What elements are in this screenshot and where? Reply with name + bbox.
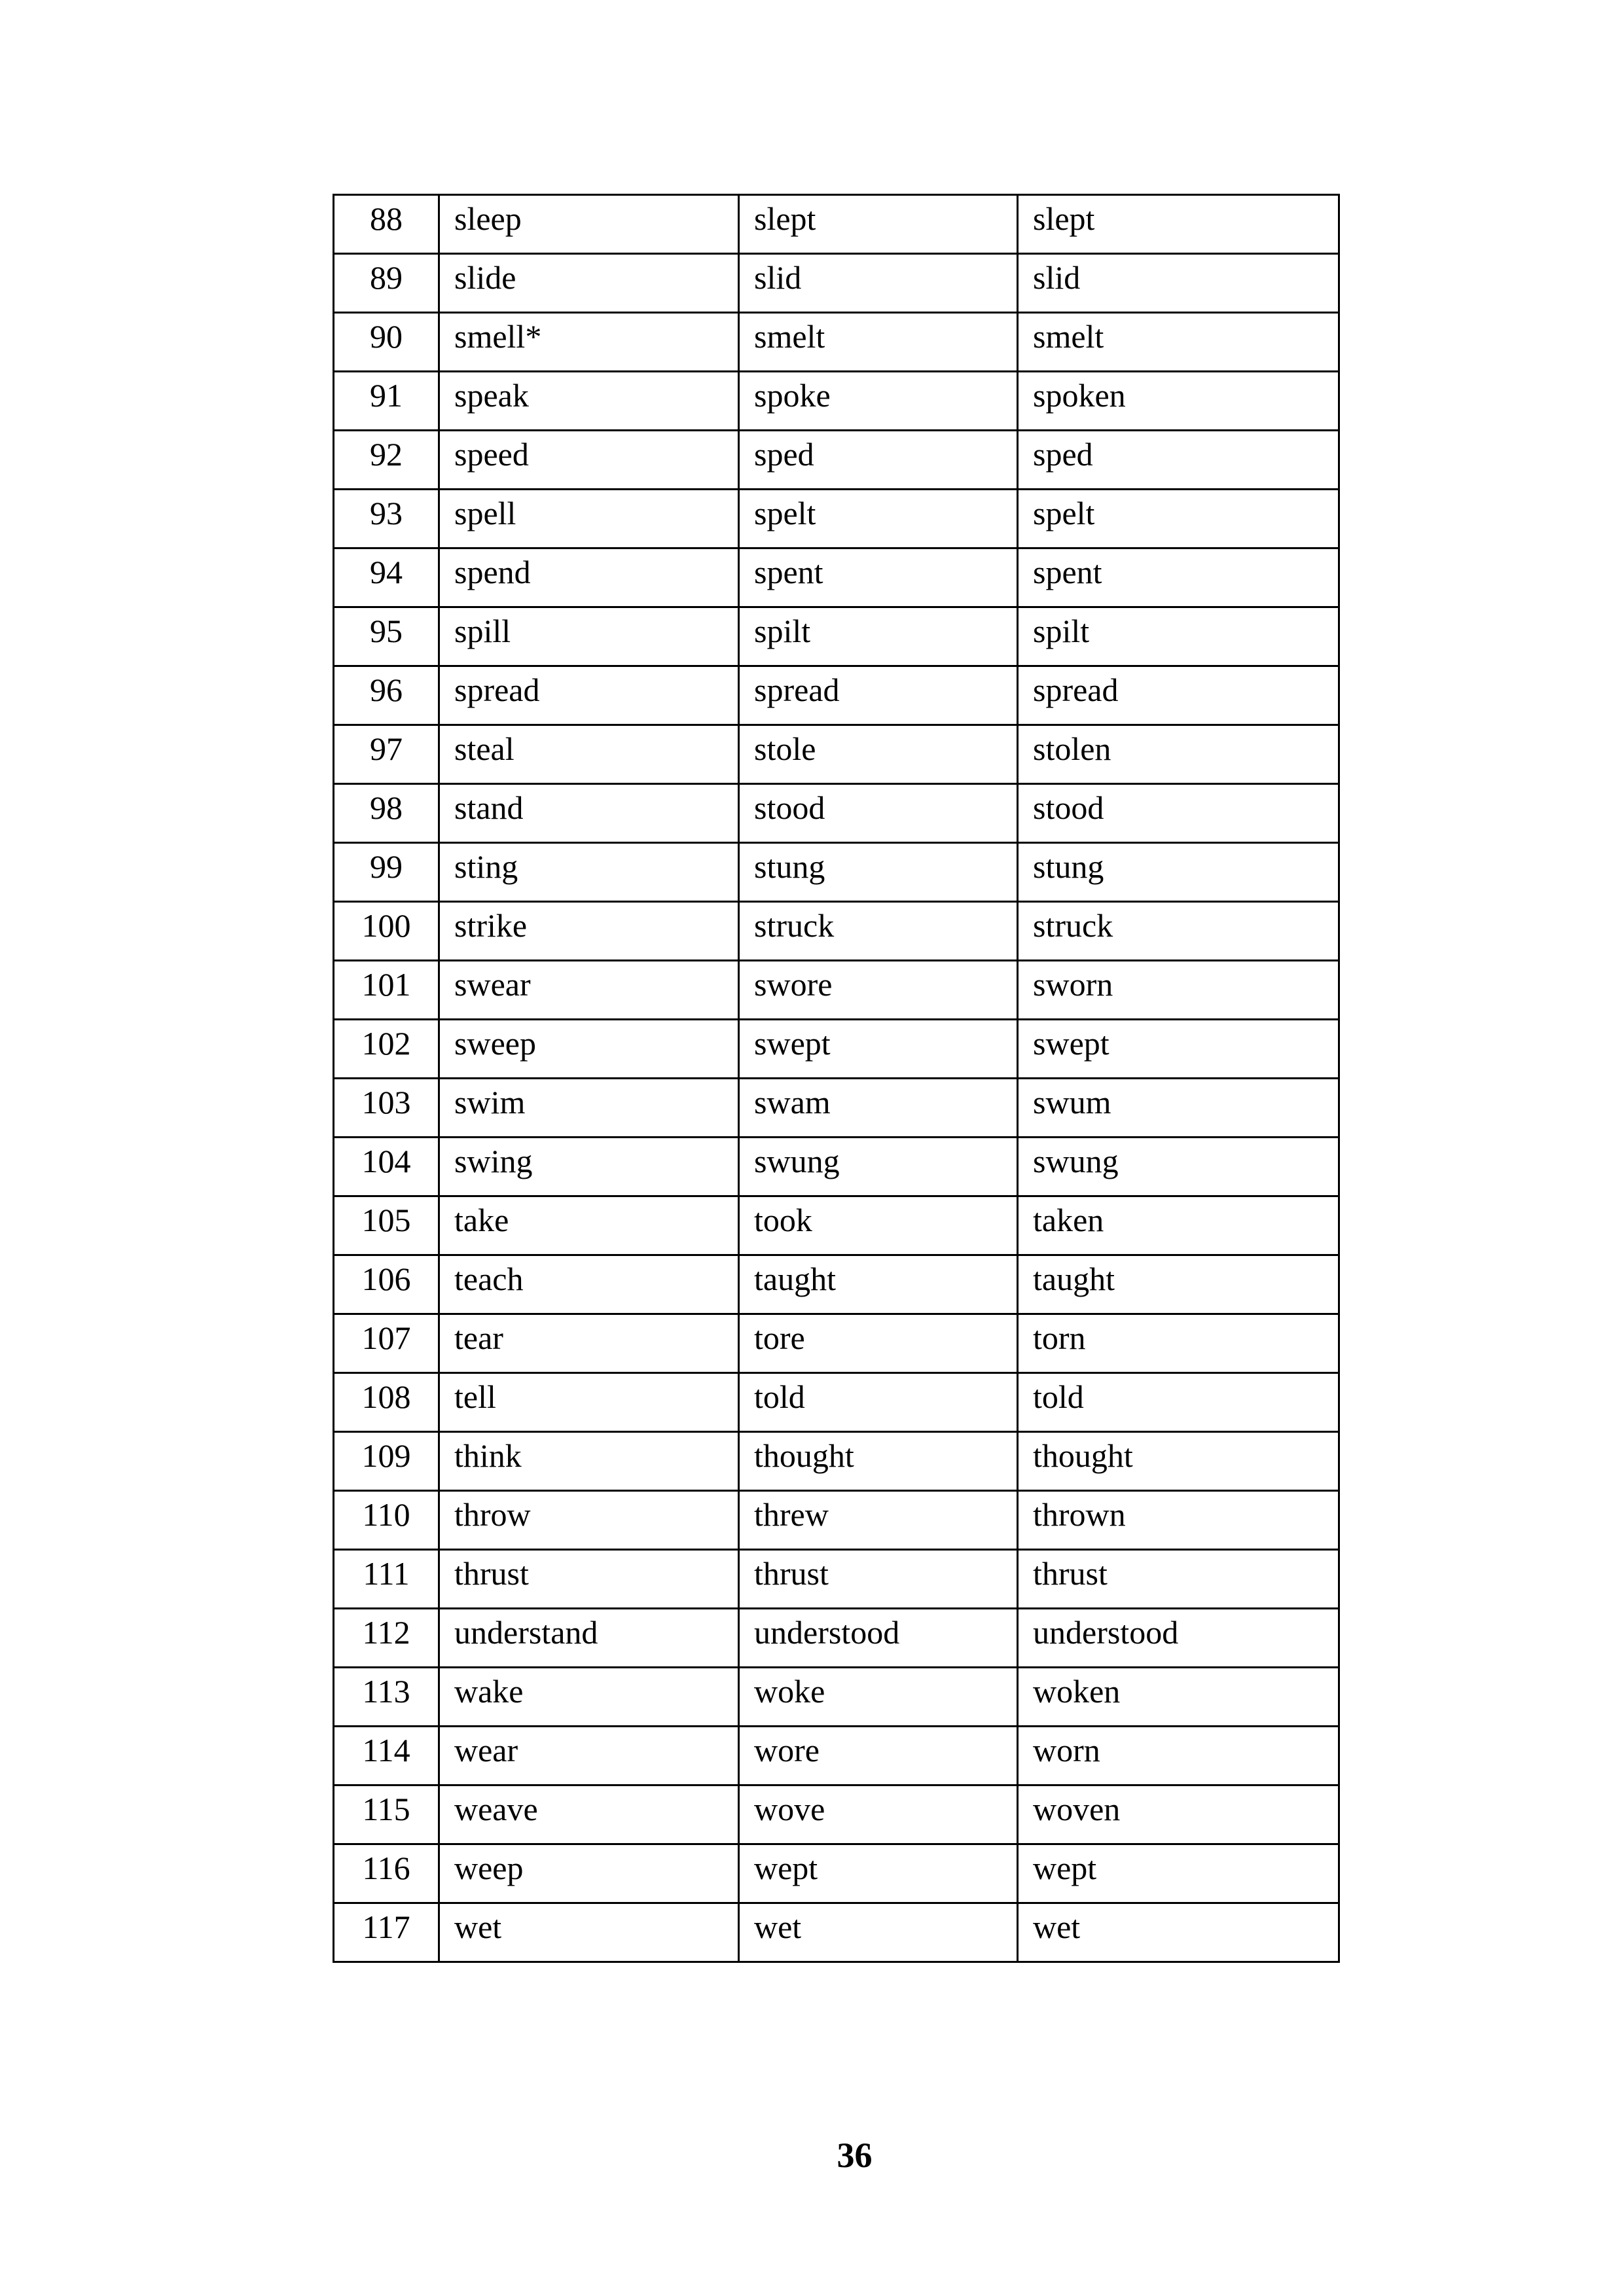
table-row	[334, 1196, 1339, 1255]
base-form-cell: tell	[439, 1373, 739, 1432]
past-simple-cell: swam	[739, 1079, 1018, 1138]
base-form-cell: take	[439, 1196, 739, 1255]
past-simple-cell: stole	[739, 725, 1018, 784]
past-participle-cell: woven	[1018, 1785, 1339, 1844]
past-participle-cell: slept	[1018, 195, 1339, 254]
past-simple-cell: thought	[739, 1432, 1018, 1491]
table-row	[334, 1609, 1339, 1668]
row-number-cell: 106	[334, 1255, 439, 1314]
base-form-cell: swing	[439, 1138, 739, 1196]
past-participle-cell: spread	[1018, 666, 1339, 725]
table-row	[334, 1668, 1339, 1727]
irregular-verbs-table	[333, 194, 1340, 1963]
past-simple-cell: taught	[739, 1255, 1018, 1314]
row-number-cell: 91	[334, 372, 439, 431]
base-form-cell: strike	[439, 902, 739, 961]
past-simple-cell: swept	[739, 1020, 1018, 1079]
table-row	[334, 1314, 1339, 1373]
table-row	[334, 1255, 1339, 1314]
verb-table-body	[334, 195, 1339, 1962]
past-simple-cell: smelt	[739, 313, 1018, 372]
past-simple-cell: stood	[739, 784, 1018, 843]
past-participle-cell: stood	[1018, 784, 1339, 843]
base-form-cell: stand	[439, 784, 739, 843]
table-row	[334, 1727, 1339, 1785]
past-simple-cell: swung	[739, 1138, 1018, 1196]
past-participle-cell: spilt	[1018, 607, 1339, 666]
table-row	[334, 1491, 1339, 1550]
table-row	[334, 961, 1339, 1020]
row-number-cell: 107	[334, 1314, 439, 1373]
base-form-cell: tear	[439, 1314, 739, 1373]
table-row	[334, 254, 1339, 313]
row-number-cell: 95	[334, 607, 439, 666]
table-row	[334, 1020, 1339, 1079]
row-number-cell: 96	[334, 666, 439, 725]
row-number-cell: 100	[334, 902, 439, 961]
past-simple-cell: thrust	[739, 1550, 1018, 1609]
base-form-cell: wear	[439, 1727, 739, 1785]
table-row	[334, 1138, 1339, 1196]
past-participle-cell: struck	[1018, 902, 1339, 961]
past-simple-cell: wove	[739, 1785, 1018, 1844]
table-row	[334, 1550, 1339, 1609]
row-number-cell: 94	[334, 548, 439, 607]
row-number-cell: 98	[334, 784, 439, 843]
base-form-cell: speed	[439, 431, 739, 490]
row-number-cell: 109	[334, 1432, 439, 1491]
past-participle-cell: wet	[1018, 1903, 1339, 1962]
past-participle-cell: stung	[1018, 843, 1339, 902]
row-number-cell: 113	[334, 1668, 439, 1727]
row-number-cell: 115	[334, 1785, 439, 1844]
past-participle-cell: taken	[1018, 1196, 1339, 1255]
past-simple-cell: wept	[739, 1844, 1018, 1903]
past-participle-cell: swum	[1018, 1079, 1339, 1138]
base-form-cell: speak	[439, 372, 739, 431]
row-number-cell: 90	[334, 313, 439, 372]
row-number-cell: 116	[334, 1844, 439, 1903]
past-simple-cell: wore	[739, 1727, 1018, 1785]
past-participle-cell: worn	[1018, 1727, 1339, 1785]
past-simple-cell: understood	[739, 1609, 1018, 1668]
past-simple-cell: woke	[739, 1668, 1018, 1727]
table-row	[334, 195, 1339, 254]
past-participle-cell: thrown	[1018, 1491, 1339, 1550]
row-number-cell: 88	[334, 195, 439, 254]
past-participle-cell: sped	[1018, 431, 1339, 490]
past-simple-cell: took	[739, 1196, 1018, 1255]
table-row	[334, 1079, 1339, 1138]
past-simple-cell: tore	[739, 1314, 1018, 1373]
base-form-cell: understand	[439, 1609, 739, 1668]
base-form-cell: sweep	[439, 1020, 739, 1079]
row-number-cell: 114	[334, 1727, 439, 1785]
base-form-cell: swear	[439, 961, 739, 1020]
base-form-cell: weep	[439, 1844, 739, 1903]
row-number-cell: 89	[334, 254, 439, 313]
table-row	[334, 431, 1339, 490]
table-row	[334, 784, 1339, 843]
base-form-cell: spill	[439, 607, 739, 666]
table-row	[334, 725, 1339, 784]
table-row	[334, 490, 1339, 548]
row-number-cell: 102	[334, 1020, 439, 1079]
table-row	[334, 313, 1339, 372]
row-number-cell: 101	[334, 961, 439, 1020]
past-participle-cell: woken	[1018, 1668, 1339, 1727]
past-simple-cell: told	[739, 1373, 1018, 1432]
row-number-cell: 105	[334, 1196, 439, 1255]
base-form-cell: think	[439, 1432, 739, 1491]
base-form-cell: sting	[439, 843, 739, 902]
past-simple-cell: spelt	[739, 490, 1018, 548]
table-row	[334, 1785, 1339, 1844]
past-participle-cell: stolen	[1018, 725, 1339, 784]
table-row	[334, 666, 1339, 725]
table-row	[334, 1373, 1339, 1432]
row-number-cell: 112	[334, 1609, 439, 1668]
past-participle-cell: sworn	[1018, 961, 1339, 1020]
base-form-cell: spread	[439, 666, 739, 725]
past-simple-cell: spread	[739, 666, 1018, 725]
past-participle-cell: told	[1018, 1373, 1339, 1432]
table-row	[334, 902, 1339, 961]
past-participle-cell: spent	[1018, 548, 1339, 607]
past-simple-cell: spent	[739, 548, 1018, 607]
base-form-cell: thrust	[439, 1550, 739, 1609]
row-number-cell: 117	[334, 1903, 439, 1962]
base-form-cell: smell*	[439, 313, 739, 372]
base-form-cell: throw	[439, 1491, 739, 1550]
past-simple-cell: swore	[739, 961, 1018, 1020]
table-row	[334, 1432, 1339, 1491]
past-participle-cell: swung	[1018, 1138, 1339, 1196]
past-participle-cell: understood	[1018, 1609, 1339, 1668]
past-simple-cell: spoke	[739, 372, 1018, 431]
base-form-cell: slide	[439, 254, 739, 313]
past-participle-cell: spoken	[1018, 372, 1339, 431]
past-participle-cell: slid	[1018, 254, 1339, 313]
row-number-cell: 108	[334, 1373, 439, 1432]
past-participle-cell: taught	[1018, 1255, 1339, 1314]
past-participle-cell: smelt	[1018, 313, 1339, 372]
base-form-cell: sleep	[439, 195, 739, 254]
table-row	[334, 843, 1339, 902]
base-form-cell: weave	[439, 1785, 739, 1844]
base-form-cell: wake	[439, 1668, 739, 1727]
page-number: 36	[837, 2136, 873, 2175]
table-row	[334, 607, 1339, 666]
past-simple-cell: spilt	[739, 607, 1018, 666]
row-number-cell: 93	[334, 490, 439, 548]
past-simple-cell: wet	[739, 1903, 1018, 1962]
base-form-cell: wet	[439, 1903, 739, 1962]
past-simple-cell: slid	[739, 254, 1018, 313]
base-form-cell: teach	[439, 1255, 739, 1314]
past-participle-cell: swept	[1018, 1020, 1339, 1079]
row-number-cell: 104	[334, 1138, 439, 1196]
base-form-cell: spell	[439, 490, 739, 548]
past-participle-cell: thought	[1018, 1432, 1339, 1491]
table-row	[334, 372, 1339, 431]
past-participle-cell: wept	[1018, 1844, 1339, 1903]
past-simple-cell: struck	[739, 902, 1018, 961]
past-participle-cell: spelt	[1018, 490, 1339, 548]
base-form-cell: steal	[439, 725, 739, 784]
table-row	[334, 1844, 1339, 1903]
row-number-cell: 97	[334, 725, 439, 784]
row-number-cell: 103	[334, 1079, 439, 1138]
past-participle-cell: torn	[1018, 1314, 1339, 1373]
past-simple-cell: stung	[739, 843, 1018, 902]
row-number-cell: 111	[334, 1550, 439, 1609]
table-row	[334, 548, 1339, 607]
row-number-cell: 99	[334, 843, 439, 902]
past-simple-cell: threw	[739, 1491, 1018, 1550]
past-participle-cell: thrust	[1018, 1550, 1339, 1609]
row-number-cell: 92	[334, 431, 439, 490]
past-simple-cell: sped	[739, 431, 1018, 490]
row-number-cell: 110	[334, 1491, 439, 1550]
table-row	[334, 1903, 1339, 1962]
base-form-cell: swim	[439, 1079, 739, 1138]
base-form-cell: spend	[439, 548, 739, 607]
past-simple-cell: slept	[739, 195, 1018, 254]
